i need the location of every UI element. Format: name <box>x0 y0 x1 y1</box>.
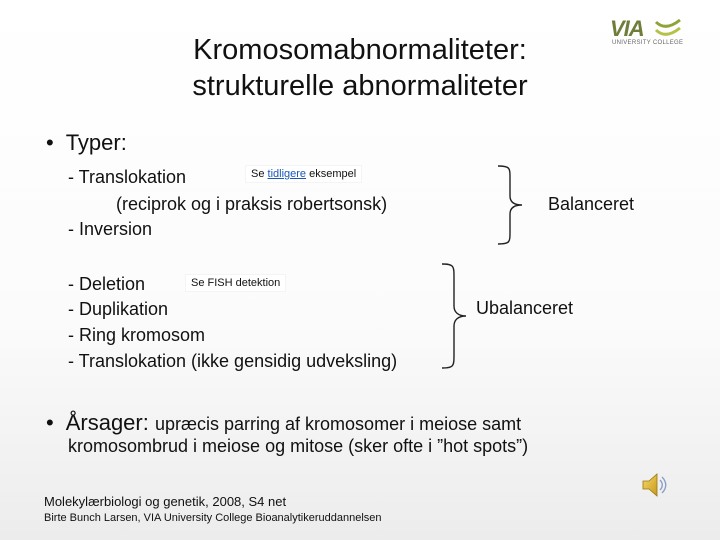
bullet-types-label: Typer: <box>65 130 127 155</box>
footer-author: Birte Bunch Larsen, VIA University College Bioanalytikeruddannelsen <box>44 512 382 524</box>
list-item-deletion: - Deletion <box>68 274 146 294</box>
speaker-icon[interactable] <box>640 470 668 500</box>
bullet-causes-label: Årsager: <box>65 410 149 435</box>
bullet-marker: • <box>46 130 54 155</box>
list-item-translokation-ikke-gensidig: - Translokation (ikke gensidig udveksling) <box>68 351 398 371</box>
bullet-causes-text1: upræcis parring af kromosomer i meiose samt <box>154 414 522 434</box>
callout-fish: Se FISH detektion <box>186 275 285 291</box>
callout-earlier-suffix: eksempel <box>306 168 357 180</box>
bullet-types <box>46 130 127 156</box>
callout-earlier-example <box>246 166 361 182</box>
callout-earlier-prefix: Se <box>251 168 268 180</box>
logo-text: VIA <box>610 16 644 41</box>
logo-mark-icon <box>654 18 682 40</box>
list-item-duplikation: - Duplikation <box>68 299 169 319</box>
list-item-translokation: - Translokation <box>68 167 187 187</box>
bullet-causes-text2: kromosombrud i meiose og mitose (sker ofte i ”hot spots”) <box>68 436 529 456</box>
logo-subtext: UNIVERSITY COLLEGE <box>612 40 684 46</box>
list-item-reciprok: (reciprok og i praksis robertsonsk) <box>116 194 388 214</box>
slide-title-line1: Kromosomabnormaliteter: <box>193 34 527 66</box>
unbalanced-brace-icon <box>440 262 474 370</box>
slide-title-line2: strukturelle abnormaliteter <box>192 70 528 102</box>
footer-course: Molekylærbiologi og genetik, 2008, S4 net <box>44 494 287 509</box>
via-logo <box>608 16 688 50</box>
balanced-brace-icon <box>496 164 530 246</box>
list-item-inversion: - Inversion <box>68 219 153 239</box>
bullet-marker: • <box>46 410 54 435</box>
slide-title <box>120 32 600 104</box>
bullet-causes <box>46 410 521 436</box>
callout-earlier-link[interactable]: tidligere <box>267 168 307 180</box>
unbalanced-label: Ubalanceret <box>476 298 574 318</box>
list-item-ring-kromosom: - Ring kromosom <box>68 325 206 345</box>
balanced-label: Balanceret <box>548 194 635 214</box>
